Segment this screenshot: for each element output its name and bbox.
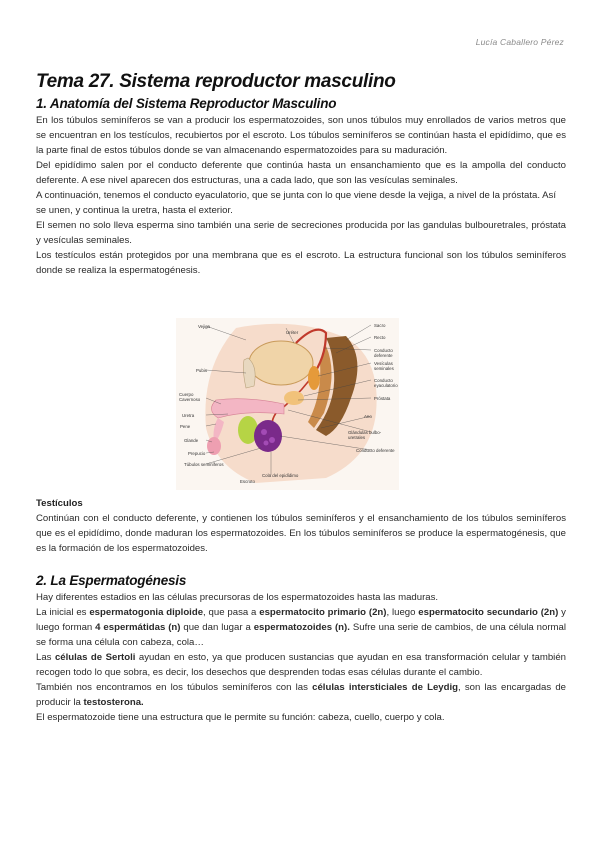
section2-paragraph-1: Hay diferentes estadios en las células precursoras de los espermatozoides hasta las maduras. xyxy=(36,592,439,603)
testiculos-heading: Testículos xyxy=(36,498,83,509)
label-conducto-deferente-2: Conducto deferente xyxy=(356,448,395,453)
section2-paragraph-5: El espermatozoide tiene una estructura que le permite su función: cabeza, cuello, cuerpo y cola. xyxy=(36,712,445,723)
section1-paragraph-1: En los túbulos seminíferos se van a producir los espermatozoides, son unos túbulos muy enrollados de varios metros que se encuentran en los testículos, recubiertos por el escroto. Los túbulos seminíferos se continúan hasta el epidídimo, que es la parte final de estos túbulos donde se van almacenando espermatozoides para su maduración. xyxy=(36,115,566,156)
label-vesiculas: Vesículas seminales xyxy=(374,361,394,371)
label-sacro: Sacro xyxy=(374,323,386,328)
label-glande: Glande xyxy=(184,438,199,443)
label-eyaculatorio: Conducto eyaculatorio xyxy=(374,378,398,388)
section2 xyxy=(36,572,566,725)
label-uretra: Uretra xyxy=(182,413,195,418)
label-pubis: Pubis xyxy=(196,368,207,373)
section2-paragraph-2: La inicial es espermatogonia diploide, que pasa a espermatocito primario (2n), luego espermatocito secundario (2n) y luego forman 4 espermátidas (n) que dan lugar a espermatozoides (n). Sufre una serie de cambios, de una célula normal se forma una célula con cabeza, cola… xyxy=(36,607,566,648)
label-vejiga: Vejiga xyxy=(198,324,210,329)
label-ureter: Uréter xyxy=(286,330,299,335)
label-cuerpo-cavernoso: Cuerpo Cavernoso xyxy=(179,392,201,402)
testiculos-section xyxy=(36,496,566,556)
label-conducto-deferente-1: Conducto deferente xyxy=(374,348,393,358)
label-escroto: Escroto xyxy=(240,479,255,484)
label-prepucio: Prepucio xyxy=(188,451,206,456)
label-prostata: Próstata xyxy=(374,396,391,401)
label-bulbouretrales: Glándulas bulbo-uretrales xyxy=(348,430,382,440)
section1-paragraph-3: A continuación, tenemos el conducto eyaculatorio, que se junta con lo que viene desde la vejiga, a nivel de la próstata. Así se unen, y continua la uretra, hasta el exterior. xyxy=(36,190,557,216)
page-title: Tema 27. Sistema reproductor masculino xyxy=(36,71,396,92)
section2-paragraph-3: Las células de Sertoli ayudan en esto, ya que producen sustancias que ayudan en esa transformación celular y también recogen todo lo que sobra, es decir, los desechos que desprenden todas esas células durante el cambio. xyxy=(36,652,566,678)
section2-paragraph-4: También nos encontramos en los túbulos seminíferos con las células intersticiales de Leydig, son las encargadas de producir la testosterona. xyxy=(36,682,566,708)
author-name: Lucía Caballero Pérez xyxy=(475,37,564,47)
testiculos-paragraph: Continúan con el conducto deferente, y contienen los túbulos seminíferos y el ensanchamiento de los túbulos seminíferos que es el epidídimo, donde maduran los espermatozoides. En los túbulos seminíferos se produce la espermatogénesis, que es la formación de los espermatozoides. xyxy=(36,513,566,554)
section1-paragraph-4: El semen no solo lleva esperma sino también una serie de secreciones producida por las gandulas bulbouretrales, próstata y vesículas seminales. xyxy=(36,220,566,246)
label-recto: Recto xyxy=(374,335,386,340)
section1-heading: 1. Anatomía del Sistema Reproductor Masculino xyxy=(36,96,337,111)
label-tubulos: Túbulos seminíferos xyxy=(184,462,224,467)
label-pene: Pene xyxy=(180,424,191,429)
document-body xyxy=(36,70,566,278)
label-cola-epididimo: Cola del epidídimo xyxy=(262,473,299,478)
section1-paragraph-2: Del epidídimo salen por el conducto deferente que continúa hasta un ensanchamiento que es la ampolla del conducto deferente. A ese nivel aparecen dos estructuras, una a cada lado, que son las vesículas seminales. xyxy=(36,160,566,186)
section2-heading: 2. La Espermatogénesis xyxy=(36,573,187,588)
section1-paragraph-5: Los testículos están protegidos por una membrana que es el escroto. La estructura funcional son los túbulos seminíferos donde se realiza la espermatogénesis. xyxy=(36,250,566,276)
label-ano: Ano xyxy=(364,414,372,419)
figure-labels xyxy=(176,318,399,490)
